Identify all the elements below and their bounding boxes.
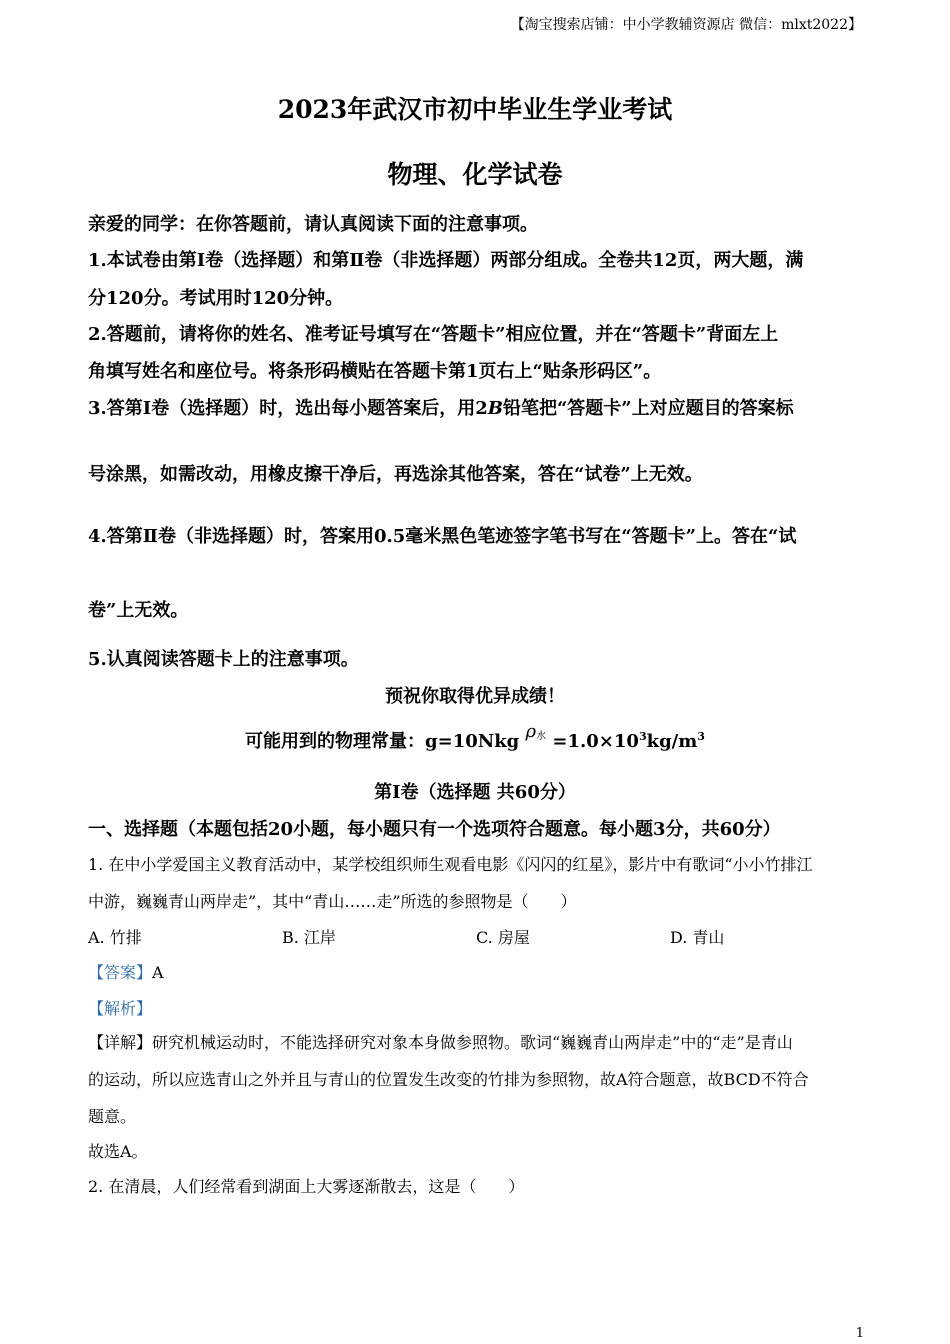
question-2-line-1: 2. 在清晨，人们经常看到湖面上大雾逐渐散去，这是（ ） <box>88 1177 525 1196</box>
part-title: 一、选择题（本题包括20小题，每小题只有一个选项符合题意。每小题3分，共60分） <box>88 819 781 840</box>
constants-unit: kg/m <box>646 731 698 752</box>
notice-3-text-c: 铅笔把“答题卡”上对应题目的答案标 <box>502 398 794 419</box>
question-1-line-1: 1. 在中小学爱国主义教育活动中，某学校组织师生观看电影《闪闪的红星》，影片中有歌词“小小竹排江 <box>88 855 813 874</box>
constants-prefix: 可能用到的物理常量：g=10Nkg <box>245 731 526 752</box>
exponent-2: 3 <box>697 730 705 743</box>
option-d: D. 青山 <box>670 928 725 947</box>
rho-symbol: ρ <box>525 721 537 742</box>
rho-subscript: 水 <box>536 731 547 742</box>
notice-2-line-1: 2.答题前，请将你的姓名、准考证号填写在“答题卡”相应位置，并在“答题卡”背面左上 <box>88 324 779 345</box>
intro-text: 亲爱的同学：在你答题前，请认真阅读下面的注意事项。 <box>88 214 538 235</box>
answer-row <box>88 960 164 983</box>
answer-label: 【答案】 <box>88 963 153 982</box>
notice-4-line-2: 卷”上无效。 <box>88 600 189 621</box>
detail-line-3: 题意。 <box>88 1107 137 1126</box>
notice-1-line-2: 分120分。考试用时120分钟。 <box>88 288 344 309</box>
answer-value: A <box>152 963 164 982</box>
page-number: 1 <box>855 1326 864 1341</box>
option-b: B. 江岸 <box>282 928 336 947</box>
notice-3-line-2: 号涂黑，如需改动，用橡皮擦干净后，再选涂其他答案，答在“试卷”上无效。 <box>88 464 703 485</box>
notice-4-line-1: 4.答第Ⅱ卷（非选择题）时，答案用0.5毫米黑色笔迹签字笔书写在“答题卡”上。答在“试 <box>88 526 797 547</box>
exam-title: 2023年武汉市初中毕业生学业考试 <box>277 95 673 124</box>
notice-2-line-2: 角填写姓名和座位号。将条形码横贴在答题卡第1页右上“贴条形码区”。 <box>88 361 662 382</box>
question-1-line-2: 中游，巍巍青山两岸走”，其中“青山……走”所选的参照物是（ ） <box>88 892 577 911</box>
physics-constants <box>0 721 950 753</box>
section-title: 第Ⅰ卷（选择题 共60分） <box>374 782 576 803</box>
detail-line-2: 的运动，所以应选青山之外并且与青山的位置发生改变的竹排为参照物，故A符合题意，故BCD不符合 <box>88 1070 809 1089</box>
analysis-label: 【解析】 <box>88 999 153 1018</box>
choose-answer: 故选A。 <box>88 1142 148 1161</box>
notice-5: 5.认真阅读答题卡上的注意事项。 <box>88 649 359 670</box>
option-a: A. 竹排 <box>88 928 142 947</box>
header-note: 【淘宝搜索店铺：中小学教辅资源店 微信：mlxt2022】 <box>510 17 862 33</box>
exponent-1: 3 <box>638 730 647 743</box>
option-c: C. 房屋 <box>476 928 530 947</box>
detail-line-1: 【详解】研究机械运动时，不能选择研究对象本身做参照物。歌词“巍巍青山两岸走”中的“走”是青山 <box>88 1033 793 1052</box>
exam-subtitle: 物理、化学试卷 <box>387 160 563 189</box>
notice-1-line-1: 1.本试卷由第Ⅰ卷（选择题）和第Ⅱ卷（非选择题）两部分组成。全卷共12页，两大题，满 <box>88 250 804 271</box>
wish-text: 预祝你取得优异成绩！ <box>385 686 565 707</box>
notice-3-pencil-letter: B <box>487 398 503 419</box>
notice-3-line-1 <box>88 394 794 420</box>
constants-equals: =1.0×10 <box>546 731 639 752</box>
notice-3-text-a: 3.答第Ⅰ卷（选择题）时，选出每小题答案后，用2 <box>88 398 488 419</box>
